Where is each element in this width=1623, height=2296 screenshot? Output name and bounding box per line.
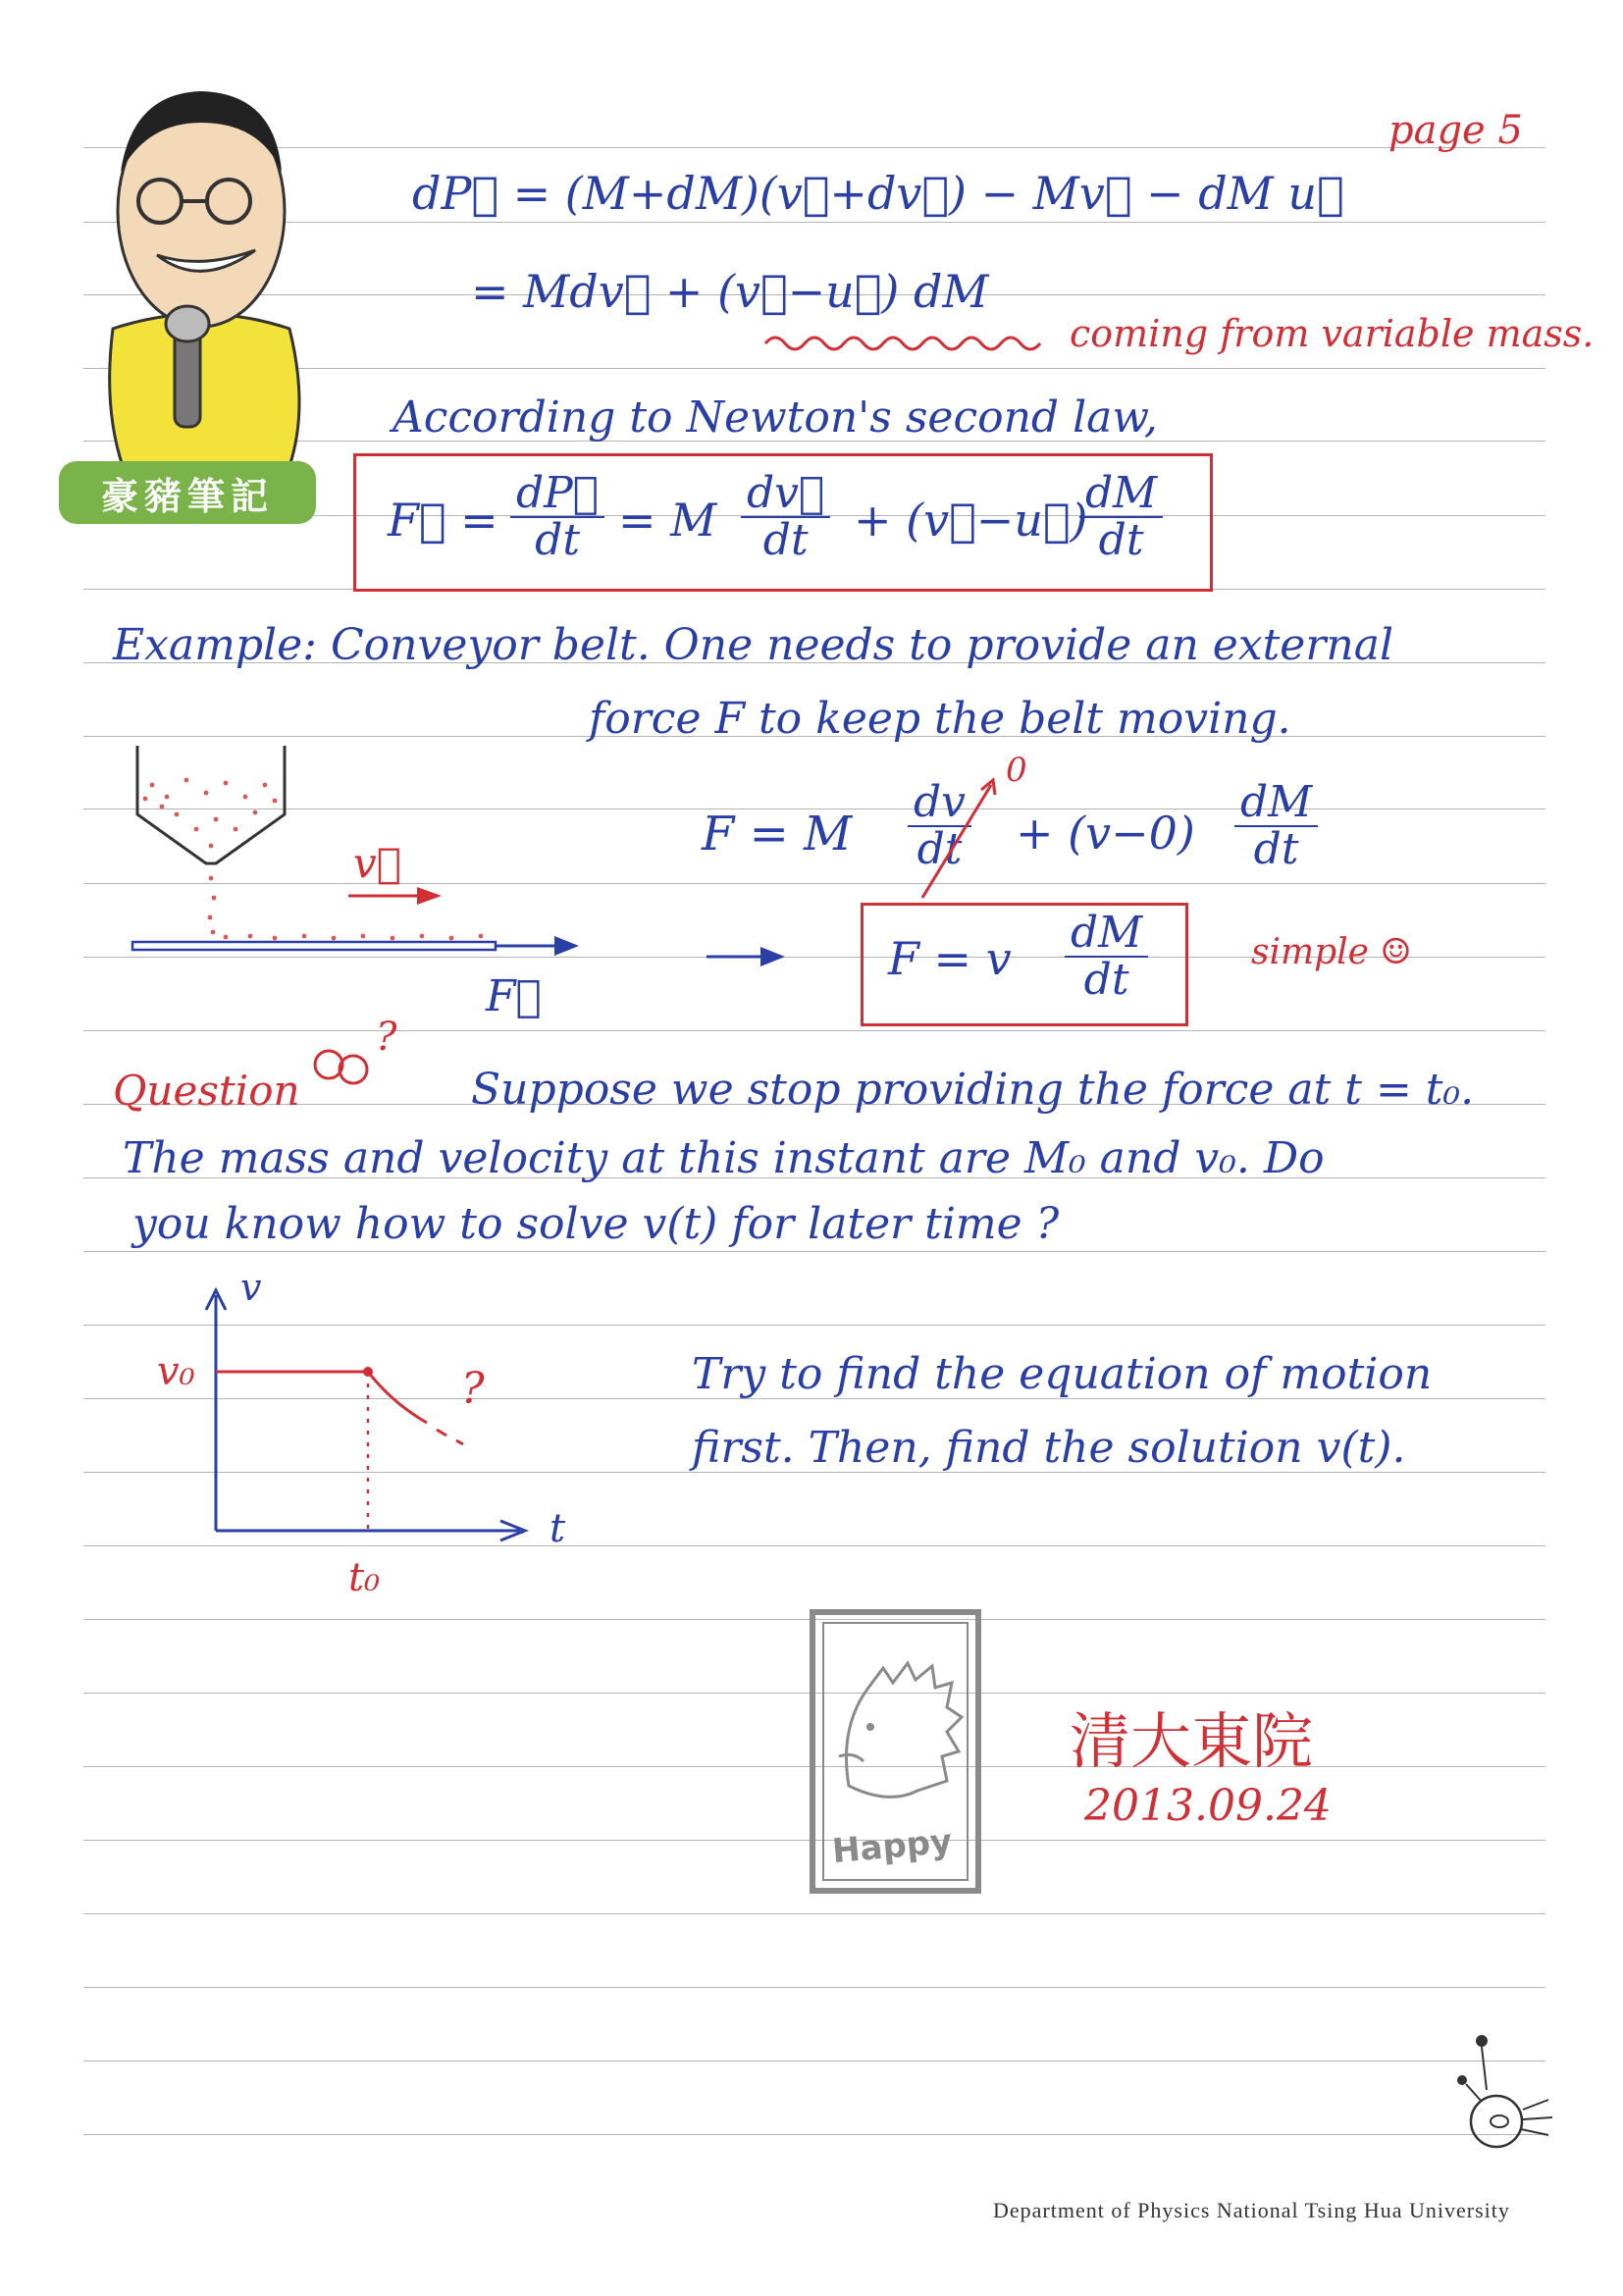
belt-velocity-label: v⃗ [353, 839, 401, 887]
cartoon-mascot-illustration [54, 83, 319, 466]
signature-name: 清大東院 [1070, 1705, 1314, 1777]
pig-doodle [1442, 2031, 1560, 2159]
example-dv: dv [908, 780, 971, 827]
example-dm-dt-fraction [1234, 777, 1318, 875]
thinking-icon [299, 1011, 417, 1109]
dv-dt-fraction [741, 468, 830, 566]
example-eq-lhs: F = M [702, 807, 853, 861]
dp-denominator: dt [535, 515, 581, 566]
example-plus-term: + (v−0) [1016, 807, 1195, 860]
external-force-label: F⃗ [486, 971, 542, 1021]
question-line-1: Suppose we stop providing the force at t = t₀. [471, 1065, 1475, 1115]
dv-denominator: dt [762, 515, 809, 566]
zero-mark: 0 [1006, 751, 1027, 790]
question-line-3: you know how to solve v(t) for later time ? [132, 1199, 1060, 1249]
question-line-2: The mass and velocity at this instant are M₀ and v₀. Do [123, 1133, 1325, 1183]
dm-dt-fraction [1079, 468, 1163, 566]
result-lhs: F = v [888, 932, 1012, 985]
red-wavy-underline [765, 334, 1040, 353]
graph-v0-label: v₀ [157, 1349, 195, 1394]
dm-denominator: dt [1098, 515, 1144, 566]
question-label: Question [113, 1067, 300, 1115]
example-dt: dt [916, 824, 963, 875]
force-symbol: F⃗ = [388, 494, 498, 547]
dm-numerator: dM [1079, 471, 1163, 518]
equals-M: = M [618, 494, 717, 547]
newton-intro: According to Newton's second law, [393, 392, 1158, 443]
hint-line-2: first. Then, find the solution v(t). [692, 1423, 1406, 1473]
result-dt: dt [1083, 955, 1129, 1006]
example-dm-dt: dt [1253, 824, 1299, 875]
velocity-time-graph [147, 1276, 599, 1570]
svg-text:?: ? [461, 1364, 485, 1414]
momentum-change-simplified: = Mdv⃗ + (v⃗−u⃗) dM [471, 265, 989, 318]
implies-arrow [707, 942, 795, 971]
svg-text:?: ? [376, 1015, 397, 1060]
signature-date: 2013.09.24 [1084, 1781, 1332, 1831]
variable-mass-annotation: coming from variable mass. [1070, 312, 1595, 355]
momentum-change-equation: dP⃗ = (M+dM)(v⃗+dv⃗) − Mv⃗ − dM u⃗ [412, 167, 1344, 220]
graph-t0-label: t₀ [348, 1555, 381, 1600]
page-number: page 5 [1388, 108, 1523, 153]
dv-numerator: dv⃗ [741, 471, 830, 518]
department-footer: Department of Physics National Tsing Hua University [993, 2198, 1510, 2222]
dp-dt-fraction [510, 468, 604, 566]
result-dm-dt-fraction [1065, 908, 1148, 1006]
simple-remark: simple ☺ [1251, 932, 1412, 972]
result-dm: dM [1065, 911, 1148, 958]
graph-x-axis-label: t [550, 1506, 566, 1551]
hint-line-1: Try to find the equation of motion [692, 1349, 1433, 1399]
zero-cancel-slash [913, 765, 1021, 903]
notes-badge: 豪豬筆記 [59, 461, 316, 524]
graph-y-axis-label: v [240, 1266, 262, 1309]
example-dm: dM [1234, 780, 1318, 827]
stamp-text: Happy [830, 1821, 954, 1872]
example-line-1: Example: Conveyor belt. One needs to provide an external [113, 620, 1394, 670]
example-line-2: force F to keep the belt moving. [589, 694, 1291, 744]
relative-velocity-term: + (v⃗−u⃗) [854, 494, 1088, 547]
dp-numerator: dP⃗ [510, 471, 604, 518]
